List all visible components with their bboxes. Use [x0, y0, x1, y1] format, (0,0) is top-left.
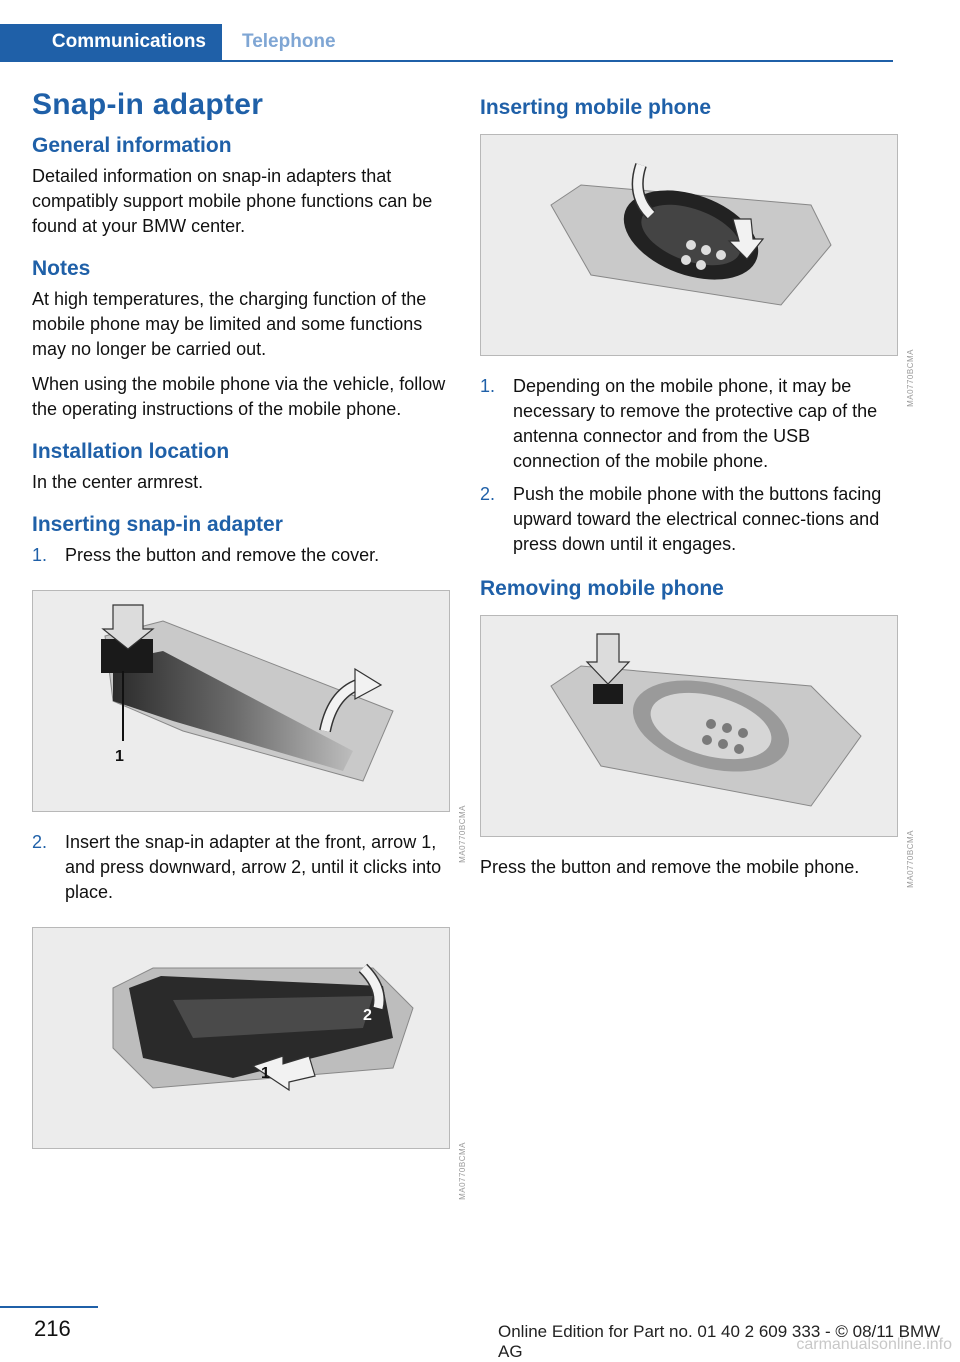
figure-code: MA0770BCMA	[906, 349, 915, 407]
right-column	[480, 88, 915, 890]
header-tab-bar	[0, 24, 893, 62]
installation-location-heading: Installation location	[32, 440, 230, 463]
removing-phone-text: Press the button and remove the mobile phone.	[480, 857, 860, 877]
callout-1: 1	[261, 1065, 270, 1082]
general-information-text: Detailed information on snap-in adapters that compatibly support mobile phone functions can be found at your BMW center.	[32, 166, 433, 236]
figure-insert-phone	[480, 134, 915, 407]
inserting-adapter-steps-a	[32, 543, 450, 568]
page-title: Snap-in adapter	[32, 88, 264, 121]
inserting-adapter-steps-b	[32, 830, 450, 905]
header-rule	[0, 60, 893, 62]
figure-code: MA0770BCMA	[458, 805, 467, 863]
step-number: 1.	[480, 376, 496, 396]
notes-text-2: When using the mobile phone via the vehicle, follow the operating instructions of the mobile phone.	[32, 374, 446, 419]
step-number: 2.	[480, 484, 496, 504]
inserting-adapter-heading: Inserting snap-in adapter	[32, 513, 283, 536]
callout-1: 1	[115, 748, 124, 765]
left-column	[32, 88, 467, 1200]
phone-insert-illustration	[481, 135, 897, 355]
inserting-phone-heading: Inserting mobile phone	[480, 96, 712, 119]
tab-communications[interactable]: Communications	[0, 24, 222, 60]
armrest-cover-illustration	[33, 591, 449, 811]
adapter-insert-illustration	[33, 928, 449, 1148]
figure-code: MA0770BCMA	[458, 1142, 467, 1200]
general-information-heading: General information	[32, 134, 232, 157]
inserting-phone-steps	[480, 374, 898, 557]
installation-location-text: In the center armrest.	[32, 472, 204, 492]
list-item	[480, 374, 898, 474]
step-text: Push the mobile phone with the buttons facing upward toward the electrical connec-tions and press down until it engages.	[513, 484, 882, 554]
page-number-rule	[0, 1306, 98, 1308]
figure-insert-adapter	[32, 927, 467, 1200]
callout-2: 2	[363, 1007, 372, 1024]
edition-footer: Online Edition for Part no. 01 40 2 609 333 - © 08/11 BMW AG	[498, 1322, 941, 1361]
notes-text-1: At high temperatures, the charging function of the mobile phone may be limited and some functions may no longer be carried out.	[32, 289, 427, 359]
step-text: Depending on the mobile phone, it may be necessary to remove the protective cap of the antenna connector and from the USB connection of the mobile phone.	[513, 376, 878, 471]
notes-heading: Notes	[32, 257, 91, 280]
page-number: 216	[34, 1316, 71, 1341]
step-text: Insert the snap-in adapter at the front, arrow 1, and press downward, arrow 2, until it clicks into place.	[65, 832, 442, 902]
list-item	[480, 482, 898, 557]
phone-remove-illustration	[481, 616, 897, 836]
watermark: carmanualsonline.info	[796, 1336, 952, 1353]
figure-code: MA0770BCMA	[906, 830, 915, 888]
step-number: 1.	[32, 545, 48, 565]
step-number: 2.	[32, 832, 48, 852]
figure-remove-cover	[32, 590, 467, 863]
list-item	[32, 830, 450, 905]
tab-telephone[interactable]: Telephone	[242, 31, 336, 52]
removing-phone-heading: Removing mobile phone	[480, 577, 724, 600]
list-item	[32, 543, 450, 568]
step-text: Press the button and remove the cover.	[65, 545, 380, 565]
